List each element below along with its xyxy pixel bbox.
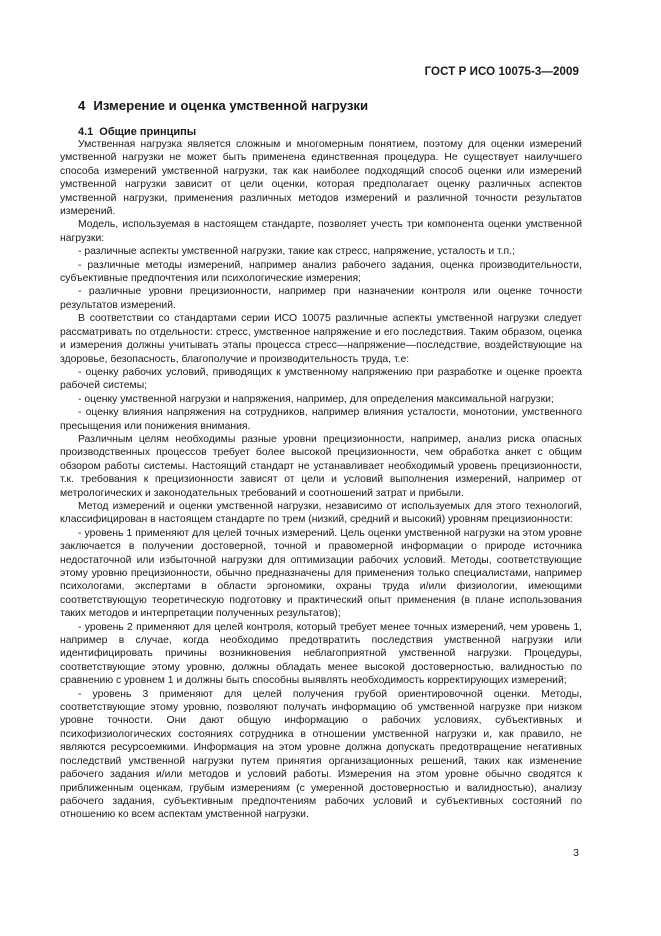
section-number: 4 — [78, 98, 86, 113]
list-item-strain-effects: - оценку влияния напряжения на сотрудников, например влияния усталости, монотонии, умственного пресыщения или понижения внимания. — [60, 407, 582, 432]
paragraph-purposes: Различным целям необходимы разные уровни прецизионности, например, анализ риска опасных производственных процессов требует более высокой прецизионности, чем обработка анкет с общим обзором работы системы. Настоящий стандарт не устанавливает необходимый уровень прецизионности, т.к. требования к прецизионности зависят от цели и условий выполнения измерений, например от метрологических и законодательных требований и соотношений затрат и прибыли. — [60, 433, 582, 499]
section-title-text: Измерение и оценка умственной нагрузки — [93, 98, 369, 113]
list-item-aspects: - различные аспекты умственной нагрузки, такие как стресс, напряжение, усталость и т.п.; — [78, 246, 515, 258]
paragraph-intro: Умственная нагрузка является сложным и многомерным понятием, поэтому для оценки измерений умственной нагрузки не может быть применена единственная процедура. Не существует наилучшего способа измерений умственной нагрузки, так как наиболее подходящий способ оценки или измерений умственной нагрузки зависит от цели оценки, которая предполагает оценку различных аспектов умственной нагрузки, применения различных методов измерений и различной точности результатов измерений. — [60, 139, 582, 218]
paragraph-model: Модель, используемая в настоящем стандарте, позволяет учесть три компонента оценки умственной нагрузки: — [60, 219, 582, 244]
paragraph-iso-series: В соответствии со стандартами серии ИСО 10075 различные аспекты умственной нагрузки следует рассматривать по отдельности: стресс, умственное напряжение и его последствия. Таким образом, оценка и измерения должны учитывать этапы процесса стресс—напряжение—последствие, воздействующие на здоровье, безопасность, благополучие и производительность труда, т.е: — [60, 313, 582, 365]
subsection-number: 4.1 — [78, 126, 94, 138]
subsection-title-text: Общие принципы — [99, 126, 197, 138]
list-item-level-1: - уровень 1 применяют для целей точных измерений. Цель оценки умственной нагрузки на этом уровне заключается в получении достоверной, точной и правомерной информации о природе источника недостаточной или избыточной нагрузки для оптимизации рабочих условий. Методы, соответствующие этому уровню прецизионности, обычно предназначены для применения только специалистами, например психологами, экспертами в области эргономики, охраны труда и/или физиологии, имеющими соответствующую теоретическую подготовку и практический опыт применения (в плане использования таких методов и интерпретации полученных результатов); — [60, 527, 582, 620]
body-text — [60, 138, 582, 822]
list-item-methods: - различные методы измерений, например анализ рабочего задания, оценка производительности, субъективные предпочтения или психологические измерения; — [60, 259, 582, 285]
list-item-level-3: - уровень 3 применяют для целей получения грубой ориентировочной оценки. Методы, соответствующие этому уровню, позволяют получать информацию об умственной нагрузке при низком уровне точности. Они дают общую информацию о рабочих условиях, субъективных и психофизиологических состояниях сотрудника в отношении умственной нагрузки и, как правило, не являются ресурсоемкими. Информация на этом уровне должна допускать предотвращение негативных последствий умственной нагрузки путем принятия организационных решений, таких как изменение рабочего задания и/или методов и условий работы. Измерения на этом уровне обычно сводятся к приближенным оценкам, грубым измерениям (с умеренной достоверностью и валидностью), анализу рабочего задания, субъективным предпочтениям рабочих условий и субъективных состояний по отношению ко всем аспектам умственной нагрузки. — [60, 688, 582, 821]
list-item-level-2: - уровень 2 применяют для целей контроля, который требует менее точных измерений, чем уровень 1, например в случае, когда необходимо предотвратить последствия умственной нагрузки или идентифицировать причины возникновения неблагоприятной умственной нагрузки. Процедуры, соответствующие этому уровню, должны обладать менее высокой достоверностью, валидностью по сравнению с уровнем 1 и должны быть способны выявлять необходимость корректирующих измерений; — [60, 621, 582, 687]
document-code-header: ГОСТ Р ИСО 10075-3—2009 — [424, 66, 579, 78]
section-heading — [78, 98, 368, 113]
list-item-working-conditions: - оценку рабочих условий, приводящих к умственному напряжению при разработке и оценке проекта рабочей системы; — [60, 366, 582, 392]
subsection-heading — [78, 126, 196, 138]
list-item-load-strain: - оценку умственной нагрузки и напряжения, например, для определения максимальной нагрузки; — [78, 393, 554, 405]
paragraph-classification: Метод измерений и оценки умственной нагрузки, независимо от используемых для этого технологий, классифицирован в настоящем стандарте по трем (низкий, средний и высокий) уровням прецизионности: — [60, 500, 582, 526]
list-item-precision: - различные уровни прецизионности, например при назначении контроля или оценке точности результатов измерений. — [60, 286, 582, 311]
page-number: 3 — [573, 847, 579, 859]
